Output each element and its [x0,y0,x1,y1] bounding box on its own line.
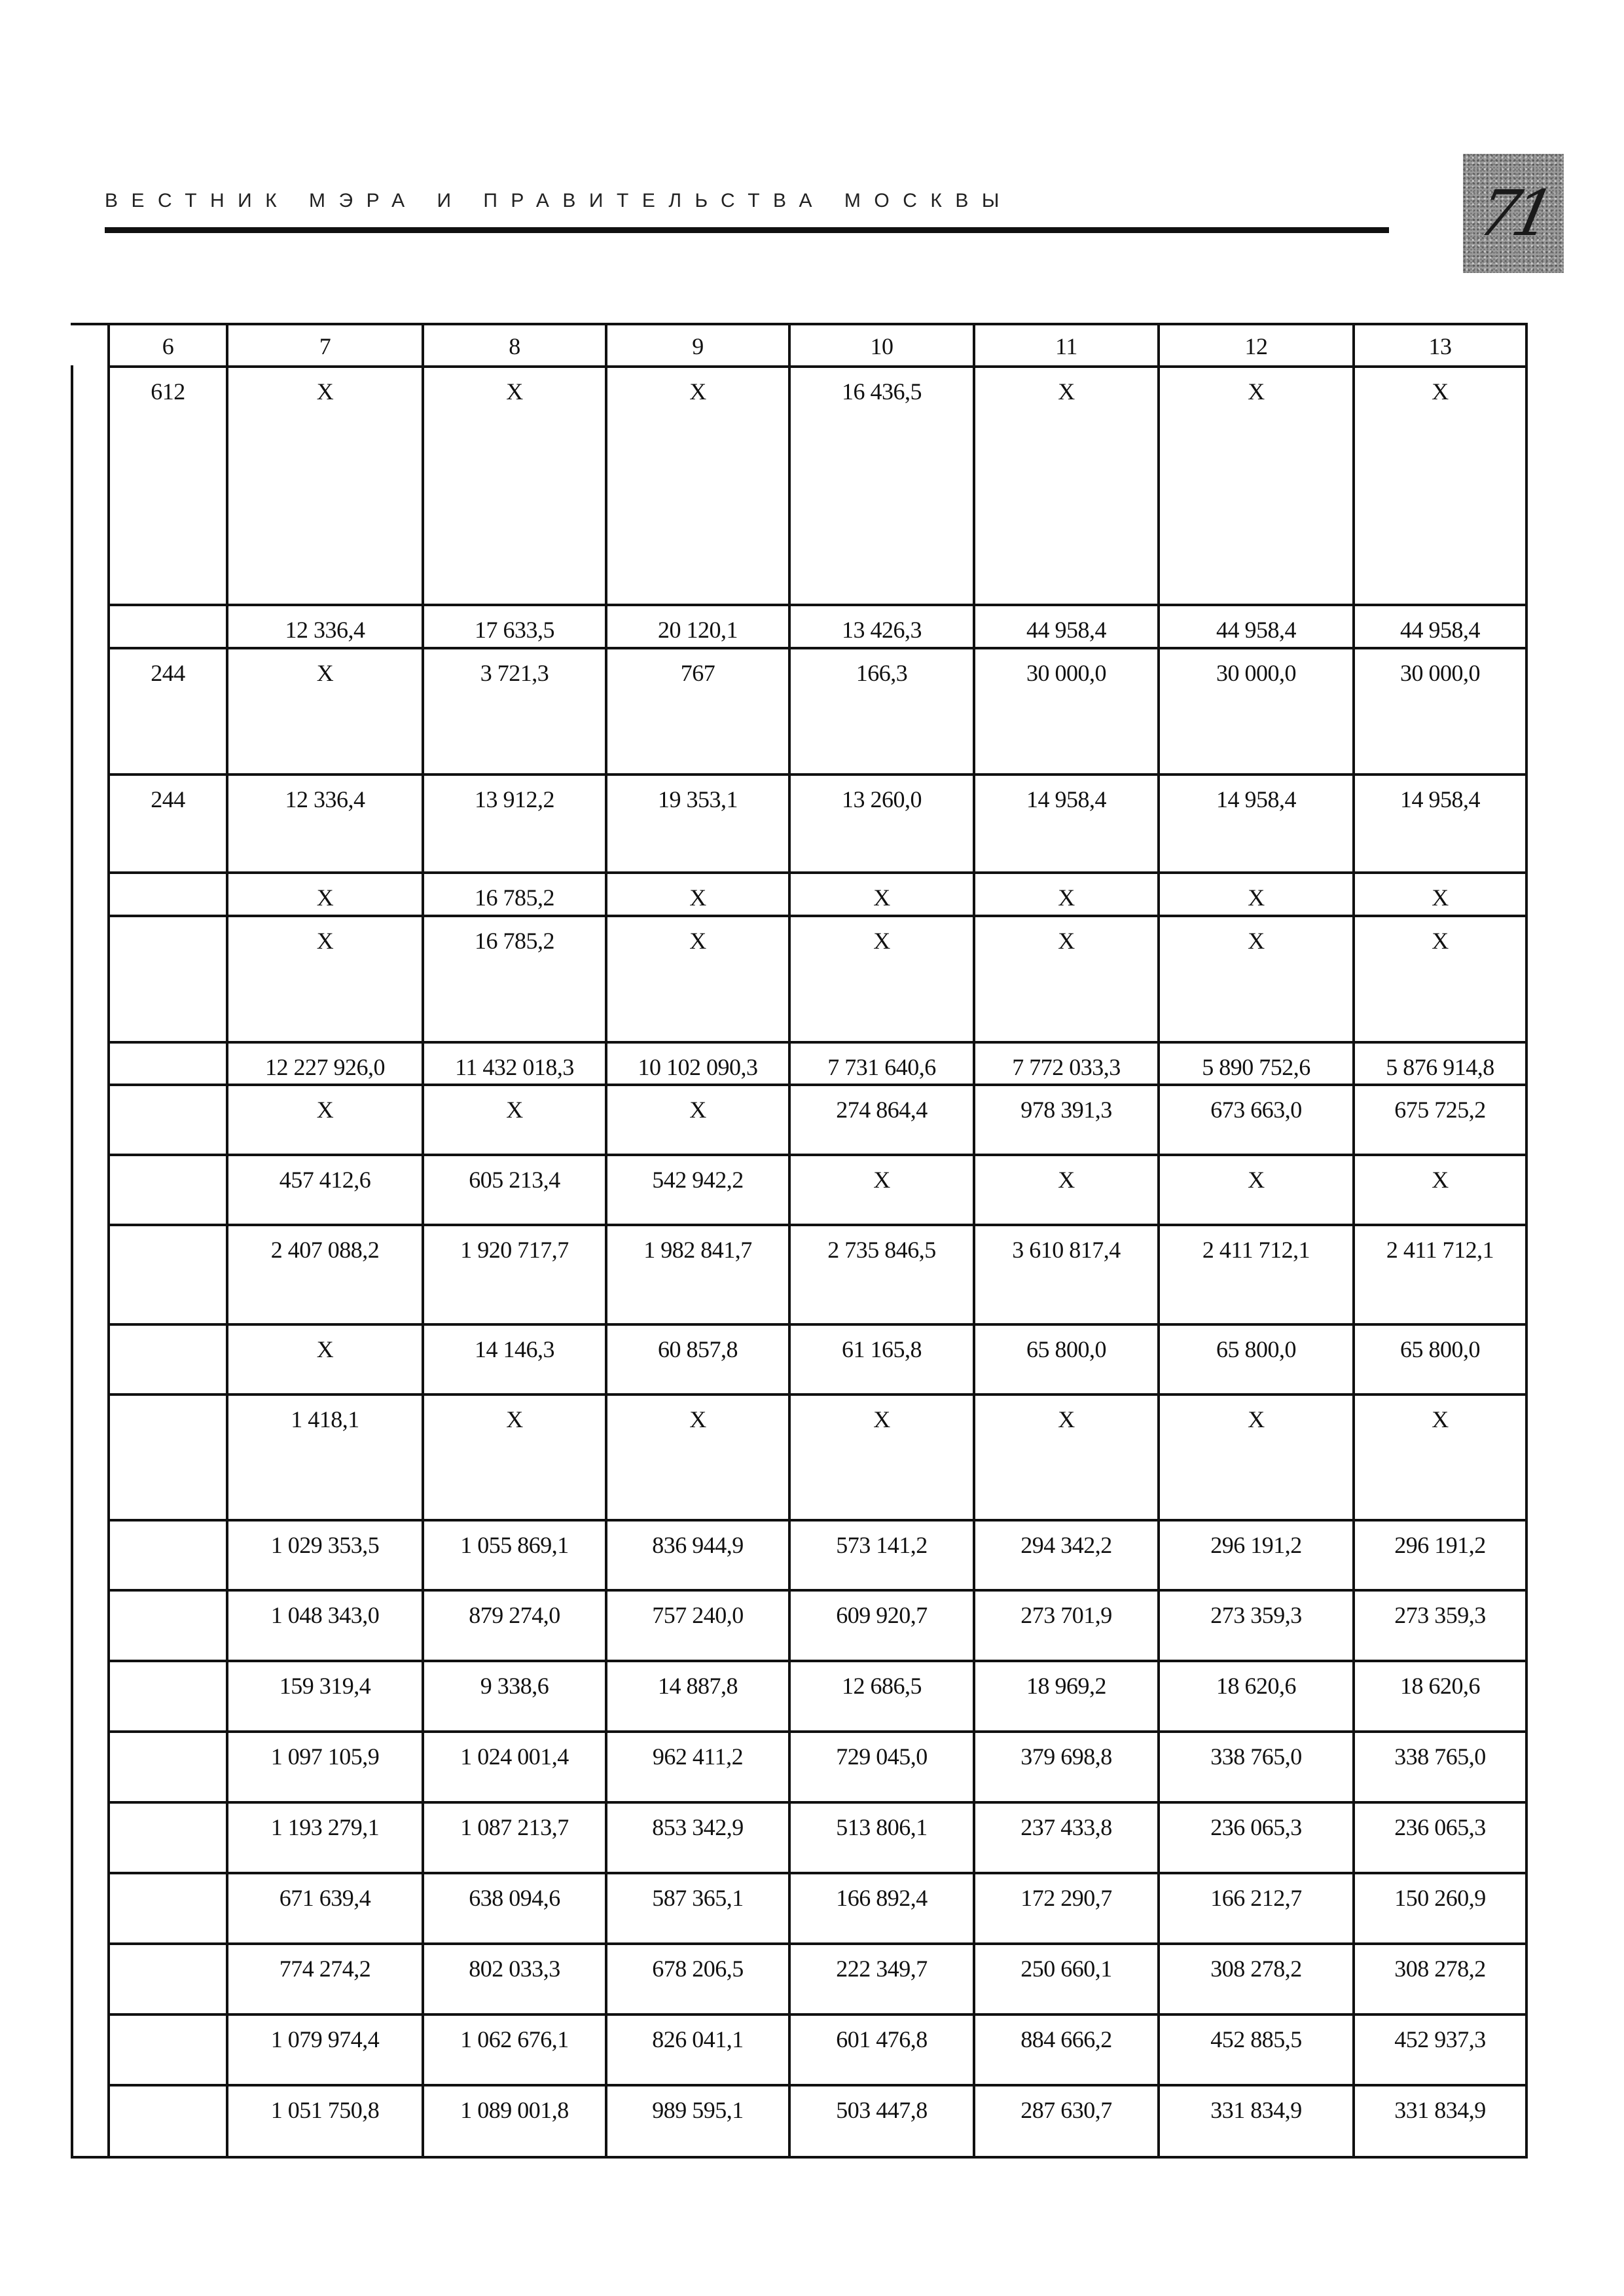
page-number: 71 [1472,177,1555,250]
table-cell: 7 731 640,6 [827,1054,936,1080]
table-cell: 879 274,0 [469,1602,560,1628]
table-cell: 16 785,2 [475,928,554,954]
table-cell: 30 000,0 [1216,660,1296,686]
table-cell: 236 065,3 [1210,1814,1302,1840]
table-cell: 12 336,4 [285,786,365,812]
table-cell: X [1432,1167,1449,1193]
table-cell: 1 048 343,0 [270,1602,380,1628]
table-cell: X [1058,1406,1075,1432]
table-cell: 1 024 001,4 [460,1743,569,1770]
column-header: 8 [509,333,520,359]
table-cell: 222 349,7 [836,1956,928,1982]
table-cell: 296 191,2 [1394,1532,1486,1558]
table-cell: 1 097 105,9 [270,1743,380,1770]
table-cell: 16 785,2 [475,884,554,911]
table-cell: 1 193 279,1 [270,1814,380,1840]
table-cell: 60 857,8 [658,1336,738,1362]
table-cell: 513 806,1 [836,1814,928,1840]
column-header: 13 [1428,333,1452,359]
table-cell: X [316,1097,334,1123]
column-rule [1525,323,1528,2159]
table-cell: 2 411 712,1 [1386,1237,1494,1263]
table-cell: 273 359,3 [1210,1602,1302,1628]
table-cell: 14 958,4 [1026,786,1106,812]
row-rule [107,1872,1528,1874]
row-rule [107,1519,1528,1522]
table-cell: 331 834,9 [1394,2097,1486,2123]
table-cell: 159 319,4 [279,1673,371,1699]
table-cell: 1 029 353,5 [270,1532,380,1558]
table-cell: 1 920 717,7 [460,1237,569,1263]
table-cell: 1 418,1 [291,1406,359,1432]
table-cell: 757 240,0 [652,1602,744,1628]
table-cell: X [506,1097,523,1123]
table-cell: 16 436,5 [842,378,922,405]
table-cell: 331 834,9 [1210,2097,1302,2123]
table-cell: 1 982 841,7 [643,1237,752,1263]
table-cell: 294 342,2 [1020,1532,1112,1558]
table-cell: 2 411 712,1 [1202,1237,1310,1263]
table-cell: 9 338,6 [480,1673,549,1699]
table-cell: 166,3 [856,660,908,686]
row-rule [107,1154,1528,1156]
table-cell: 44 958,4 [1216,617,1296,643]
row-rule [107,1084,1528,1086]
table-cell: 826 041,1 [652,2026,744,2052]
table-cell: 5 876 914,8 [1386,1054,1494,1080]
table-cell: 65 800,0 [1026,1336,1106,1362]
page-number-badge [1463,154,1564,273]
table-cell: 14 146,3 [475,1336,554,1362]
table-cell: 1 051 750,8 [270,2097,380,2123]
table-cell: X [506,1406,523,1432]
table-cell: 244 [151,786,185,812]
table-cell: 1 089 001,8 [460,2097,569,2123]
table-cell: X [1248,884,1265,911]
row-rule [71,2156,1528,2159]
table-cell: 673 663,0 [1210,1097,1302,1123]
table-cell: 7 772 033,3 [1012,1054,1121,1080]
table-cell: 3 721,3 [480,660,549,686]
table-cell: 853 342,9 [652,1814,744,1840]
column-header: 11 [1055,333,1077,359]
table-cell: 338 765,0 [1394,1743,1486,1770]
table-cell: 273 701,9 [1020,1602,1112,1628]
table-cell: X [873,1167,890,1193]
table-cell: 12 227 926,0 [265,1054,385,1080]
table-cell: 18 620,6 [1400,1673,1480,1699]
table-cell: X [1058,1167,1075,1193]
table-cell: 273 359,3 [1394,1602,1486,1628]
table-cell: 452 937,3 [1394,2026,1486,2052]
table-cell: 65 800,0 [1216,1336,1296,1362]
table-cell: 989 595,1 [652,2097,744,2123]
table-cell: 767 [680,660,715,686]
row-rule [107,1660,1528,1662]
column-rule [71,365,73,2159]
table-cell: 274 864,4 [836,1097,928,1123]
row-rule [107,1041,1528,1044]
row-rule [107,1942,1528,1945]
table-cell: 30 000,0 [1026,660,1106,686]
table-cell: X [873,1406,890,1432]
column-header: 10 [870,333,893,359]
row-rule [107,773,1528,776]
row-rule [107,1589,1528,1592]
table-cell: X [689,1097,706,1123]
row-rule [107,1323,1528,1326]
table-cell: 638 094,6 [469,1885,560,1911]
table-cell: 244 [151,660,185,686]
table-cell: 18 969,2 [1026,1673,1106,1699]
table-cell: 601 476,8 [836,2026,928,2052]
table-cell: 236 065,3 [1394,1814,1486,1840]
table-cell: 14 958,4 [1216,786,1296,812]
table-cell: 30 000,0 [1400,660,1480,686]
table-cell: X [1248,1406,1265,1432]
table-cell: 605 213,4 [469,1167,560,1193]
table-cell: X [1432,928,1449,954]
table-cell: 166 892,4 [836,1885,928,1911]
column-header: 12 [1244,333,1268,359]
table-cell: 13 426,3 [842,617,922,643]
column-header: 6 [162,333,174,359]
table-cell: 729 045,0 [836,1743,928,1770]
table-cell: 2 735 846,5 [827,1237,936,1263]
table-cell: X [873,928,890,954]
table-cell: 166 212,7 [1210,1885,1302,1911]
table-cell: 250 660,1 [1020,1956,1112,1982]
table-cell: 802 033,3 [469,1956,560,1982]
table-cell: 962 411,2 [652,1743,744,1770]
table-cell: 452 885,5 [1210,2026,1302,2052]
table-cell: 609 920,7 [836,1602,928,1628]
table-cell: 5 890 752,6 [1202,1054,1310,1080]
table-cell: X [689,928,706,954]
table-cell: 150 260,9 [1394,1885,1486,1911]
row-rule [107,871,1528,874]
table-cell: X [1432,884,1449,911]
table-cell: 14 958,4 [1400,786,1480,812]
table-cell: 10 102 090,3 [638,1054,758,1080]
table-cell: X [1058,884,1075,911]
table-cell: 13 912,2 [475,786,554,812]
journal-title: ВЕСТНИК МЭРА И ПРАВИТЕЛЬСТВА МОСКВЫ [105,190,1013,211]
table-cell: 3 610 817,4 [1012,1237,1121,1263]
table-cell: 44 958,4 [1026,617,1106,643]
row-rule [107,365,1528,368]
table-cell: 503 447,8 [836,2097,928,2123]
table-cell: 678 206,5 [652,1956,744,1982]
row-rule [107,1393,1528,1396]
table-cell: 542 942,2 [652,1167,744,1193]
table-cell: 296 191,2 [1210,1532,1302,1558]
table-cell: 12 686,5 [842,1673,922,1699]
row-rule [107,1224,1528,1226]
table-cell: X [506,378,523,405]
table-cell: 19 353,1 [658,786,738,812]
column-header: 7 [319,333,331,359]
table-cell: X [316,660,334,686]
row-rule [107,1730,1528,1733]
table-cell: X [1248,1167,1265,1193]
row-rule [107,647,1528,649]
table-cell: 12 336,4 [285,617,365,643]
table-cell: X [1058,378,1075,405]
table-cell: X [689,378,706,405]
table-cell: X [873,884,890,911]
table-cell: X [316,884,334,911]
table-cell: 978 391,3 [1020,1097,1112,1123]
row-rule [107,915,1528,917]
table-cell: 1 062 676,1 [460,2026,569,2052]
row-rule [107,1801,1528,1804]
table-cell: 308 278,2 [1210,1956,1302,1982]
table-cell: 44 958,4 [1400,617,1480,643]
table-cell: 172 290,7 [1020,1885,1112,1911]
table-cell: 338 765,0 [1210,1743,1302,1770]
table-cell: 65 800,0 [1400,1336,1480,1362]
table-cell: X [1432,1406,1449,1432]
table-cell: 774 274,2 [279,1956,371,1982]
table-cell: 287 630,7 [1020,2097,1112,2123]
table-cell: 671 639,4 [279,1885,371,1911]
table-cell: 457 412,6 [279,1167,371,1193]
header-rule [105,227,1389,233]
row-rule [107,2084,1528,2086]
table-cell: 612 [151,378,185,405]
table-cell: X [316,1336,334,1362]
table-cell: 13 260,0 [842,786,922,812]
table-cell: 1 055 869,1 [460,1532,569,1558]
table-cell: 11 432 018,3 [455,1054,574,1080]
table-cell: 237 433,8 [1020,1814,1112,1840]
table-cell: 836 944,9 [652,1532,744,1558]
table-cell: X [689,884,706,911]
table-cell: X [1248,378,1265,405]
table-cell: 573 141,2 [836,1532,928,1558]
row-rule [71,323,1528,325]
table-cell: 308 278,2 [1394,1956,1486,1982]
table-cell: X [1432,378,1449,405]
table-cell: 1 087 213,7 [460,1814,569,1840]
table-cell: 17 633,5 [475,617,554,643]
row-rule [107,604,1528,606]
table-cell: X [316,928,334,954]
column-rule [107,323,110,2159]
table-cell: X [1248,928,1265,954]
table-cell: X [689,1406,706,1432]
table-cell: 20 120,1 [658,617,738,643]
table-cell: 379 698,8 [1020,1743,1112,1770]
table-cell: 14 887,8 [658,1673,738,1699]
table-cell: X [1058,928,1075,954]
table-cell: 884 666,2 [1020,2026,1112,2052]
table-cell: X [316,378,334,405]
table-cell: 1 079 974,4 [270,2026,380,2052]
column-header: 9 [692,333,704,359]
table-cell: 18 620,6 [1216,1673,1296,1699]
row-rule [107,2013,1528,2016]
table-cell: 61 165,8 [842,1336,922,1362]
table-cell: 675 725,2 [1394,1097,1486,1123]
table-cell: 587 365,1 [652,1885,744,1911]
table-cell: 2 407 088,2 [270,1237,380,1263]
